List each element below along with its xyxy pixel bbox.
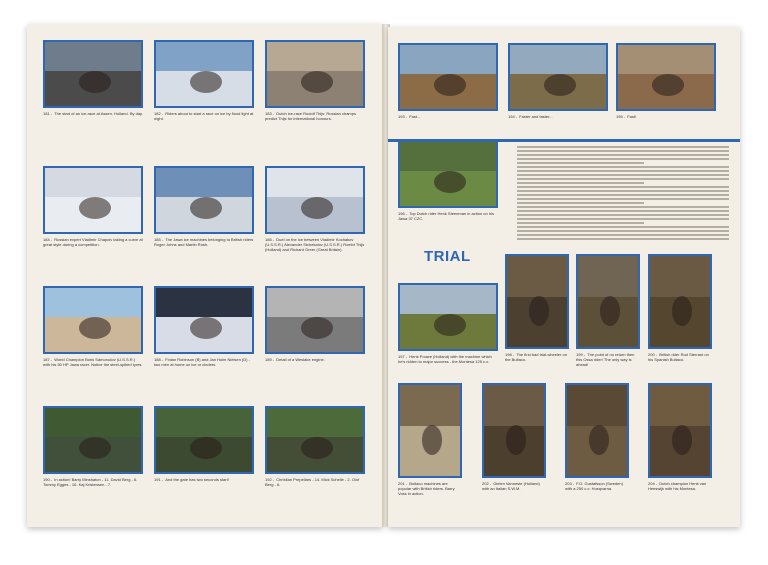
- sticker-caption-text: Riders about to start a race on ice by flood light at night.: [154, 111, 254, 121]
- sticker-caption: [648, 481, 712, 491]
- sticker-caption-text: Fast...: [409, 114, 421, 119]
- motorcycle-rider-figure: [301, 71, 333, 93]
- text-line: [517, 222, 644, 224]
- trial-intro-text-block: [517, 146, 729, 242]
- motorcycle-rider-figure: [190, 71, 222, 93]
- motorcycle-rider-figure: [190, 317, 222, 339]
- sticker-caption-text: The point of no return then this Ossa rider! The only way is ahead!: [576, 352, 635, 367]
- sticker-number: 183 -: [265, 111, 276, 116]
- sticker-photo: [265, 40, 365, 108]
- sticker-number: 200 -: [648, 352, 659, 357]
- sticker-caption-text: The first bad trial-wheeler on the Bultaco.: [505, 352, 567, 362]
- sticker-photo: [43, 286, 143, 354]
- sticker-caption-text: Henk Pouwe (Holland) with the machine which he's ridden to major success - the Montesa 125 c.c.: [398, 354, 492, 364]
- text-line: [517, 190, 729, 192]
- sticker-caption: [398, 114, 498, 119]
- text-line: [517, 234, 729, 236]
- sticker-photo: [648, 254, 712, 349]
- motorcycle-rider-figure: [434, 171, 466, 193]
- sticker-caption: [505, 352, 569, 362]
- sticker-caption: [154, 111, 254, 121]
- sticker-caption: [565, 481, 629, 491]
- sticker-caption: [508, 114, 608, 119]
- sticker-number: 201 -: [398, 481, 409, 486]
- text-line: [517, 214, 729, 216]
- sticker-caption-text: World Champion Boris Samorodov (U.S.S.R.) with his 50 HP Jawa racer. Notice the steel-spiked tyres.: [43, 357, 143, 367]
- sticker-photo: [482, 383, 546, 478]
- sticker-caption-text: Detail of a Weslake engine.: [276, 357, 325, 362]
- sticker-caption: [398, 354, 498, 364]
- sticker-photo: [43, 40, 143, 108]
- sticker-caption: [154, 237, 254, 247]
- sticker-caption: [43, 477, 143, 487]
- sticker-photo: [154, 286, 254, 354]
- sticker-caption-text: Finlan Robinson (B) and Jan Holm Nielsen (D) - two men at home on ice or cinders.: [154, 357, 250, 367]
- text-line: [517, 230, 729, 232]
- sticker-photo: [616, 43, 716, 111]
- sticker-photo: [505, 254, 569, 349]
- sticker-photo: [43, 166, 143, 234]
- motorcycle-rider-figure: [434, 314, 466, 336]
- sticker-photo: [648, 383, 712, 478]
- sticker-caption-text: Christian Prepellars - 14. Mick Schelle - 2. Olof Berg - 6.: [265, 477, 360, 487]
- sticker-caption: [576, 352, 640, 367]
- sticker-caption: [43, 357, 143, 367]
- sticker-number: 196 -: [398, 211, 409, 216]
- sticker-number: 182 -: [154, 111, 165, 116]
- sticker-caption: [648, 352, 712, 362]
- sticker-number: 199 -: [576, 352, 587, 357]
- sticker-caption-text: Russian expert Vladimir Chapoiv taking a curve at great style during a competition.: [43, 237, 143, 247]
- sticker-number: 198 -: [505, 352, 516, 357]
- sticker-caption-text: In action! Barry Minshaton - 11. David Berg - 6. Tommy Egges - 16. Kaj Kristensen - 7.: [43, 477, 138, 487]
- text-line: [517, 206, 729, 208]
- sticker-caption-text: The start of an ice-race at Assen, Holland. By day.: [54, 111, 143, 116]
- sticker-caption-text: Faster and faster...: [519, 114, 553, 119]
- text-line: [517, 182, 644, 184]
- text-line: [517, 178, 729, 180]
- sticker-number: 190 -: [43, 477, 54, 482]
- sticker-number: 188 -: [154, 357, 165, 362]
- sticker-number: 189 -: [265, 357, 276, 362]
- sticker-caption-text: Bultaco machines are popular with British riders. Barry Voss in action.: [398, 481, 455, 496]
- text-line: [517, 186, 729, 188]
- text-line: [517, 170, 729, 172]
- motorcycle-rider-figure: [301, 197, 333, 219]
- motorcycle-rider-figure: [506, 425, 526, 455]
- sticker-caption: [265, 477, 365, 487]
- sticker-caption: [398, 211, 498, 221]
- motorcycle-rider-figure: [422, 425, 442, 455]
- sticker-caption-text: Dutch ice-race Rudolf Thijs: Russian champs predict Thijs for international honours.: [265, 111, 356, 121]
- text-line: [517, 154, 729, 156]
- sticker-number: 195 -: [616, 114, 627, 119]
- motorcycle-rider-figure: [301, 317, 333, 339]
- motorcycle-rider-figure: [600, 296, 620, 326]
- sticker-caption-text: British rider Rod Sterrant on his Spanish Bultaco.: [648, 352, 709, 362]
- sticker-photo: [576, 254, 640, 349]
- sticker-photo: [43, 406, 143, 474]
- sticker-photo: [565, 383, 629, 478]
- text-line: [517, 218, 729, 220]
- sticker-caption-text: Top Dutch rider Henk Steenman in action on his Jawa 37 CZC.: [398, 211, 494, 221]
- motorcycle-rider-figure: [544, 74, 576, 96]
- sticker-number: 186 -: [265, 237, 276, 242]
- sticker-photo: [265, 166, 365, 234]
- motorcycle-rider-figure: [652, 74, 684, 96]
- sticker-number: 192 -: [265, 477, 276, 482]
- sticker-caption: [616, 114, 716, 119]
- text-line: [517, 166, 729, 168]
- sticker-photo: [154, 40, 254, 108]
- motorcycle-rider-figure: [301, 437, 333, 459]
- sticker-number: 184 -: [43, 237, 54, 242]
- sticker-caption: [265, 357, 365, 362]
- sticker-photo: [508, 43, 608, 111]
- text-line: [517, 202, 644, 204]
- sticker-number: 202 -: [482, 481, 493, 486]
- sticker-number: 197 -: [398, 354, 409, 359]
- sticker-photo: [398, 383, 462, 478]
- sticker-number: 187 -: [43, 357, 54, 362]
- sticker-caption-text: Fast!: [627, 114, 637, 119]
- motorcycle-rider-figure: [589, 425, 609, 455]
- motorcycle-rider-figure: [79, 197, 111, 219]
- sticker-caption: [482, 481, 546, 491]
- text-line: [517, 210, 729, 212]
- sticker-photo: [398, 140, 498, 208]
- sticker-photo: [154, 406, 254, 474]
- trial-section-title: TRIAL: [424, 248, 471, 265]
- sticker-photo: [398, 43, 498, 111]
- sticker-caption: [154, 357, 254, 367]
- sticker-caption-text: And the gate has two seconds start!: [165, 477, 229, 482]
- text-line: [517, 146, 729, 148]
- motorcycle-rider-figure: [529, 296, 549, 326]
- sticker-number: 203 -: [565, 481, 576, 486]
- sticker-number: 193 -: [398, 114, 409, 119]
- motorcycle-rider-figure: [434, 74, 466, 96]
- sticker-caption: [154, 477, 254, 482]
- motorcycle-rider-figure: [672, 296, 692, 326]
- text-line: [517, 226, 729, 228]
- motorcycle-rider-figure: [190, 437, 222, 459]
- sticker-caption-text: Gielen Vanneste (Holland) with an Italian S.W.M.: [482, 481, 540, 491]
- sticker-caption: [265, 237, 365, 252]
- motorcycle-rider-figure: [79, 71, 111, 93]
- sticker-number: 204 -: [648, 481, 659, 486]
- sticker-number: 194 -: [508, 114, 519, 119]
- motorcycle-rider-figure: [79, 317, 111, 339]
- motorcycle-rider-figure: [190, 197, 222, 219]
- text-line: [517, 238, 729, 240]
- sticker-number: 185 -: [154, 237, 165, 242]
- sticker-number: 191 -: [154, 477, 165, 482]
- text-line: [517, 158, 729, 160]
- sticker-caption: [398, 481, 462, 496]
- sticker-caption-text: F.D. Gustafsson (Sweden) with a 250 c.c. Husqvarna.: [565, 481, 623, 491]
- text-line: [517, 150, 729, 152]
- sticker-photo: [154, 166, 254, 234]
- sticker-photo: [265, 286, 365, 354]
- sticker-caption: [43, 111, 143, 116]
- motorcycle-rider-figure: [79, 437, 111, 459]
- sticker-number: 181 -: [43, 111, 54, 116]
- sticker-caption-text: Dutch champion Henk van Heeswijk with his Montesa.: [648, 481, 707, 491]
- text-line: [517, 194, 729, 196]
- text-line: [517, 174, 729, 176]
- motorcycle-rider-figure: [672, 425, 692, 455]
- sticker-caption-text: Duel on the ice between Vladimir Kochakov (U.S.S.R.) Alexander Stchekalov (U.S.S.R.) Roelof Thijs (Holland) and Richard Greer (Great Britain).: [265, 237, 365, 252]
- sticker-photo: [265, 406, 365, 474]
- sticker-caption: [43, 237, 143, 247]
- sticker-caption: [265, 111, 365, 121]
- text-line: [517, 198, 729, 200]
- text-line: [517, 162, 644, 164]
- sticker-photo: [398, 283, 498, 351]
- sticker-caption-text: The Jawa ice machines belonging to British riders Roger Johns and Martin Rush.: [154, 237, 254, 247]
